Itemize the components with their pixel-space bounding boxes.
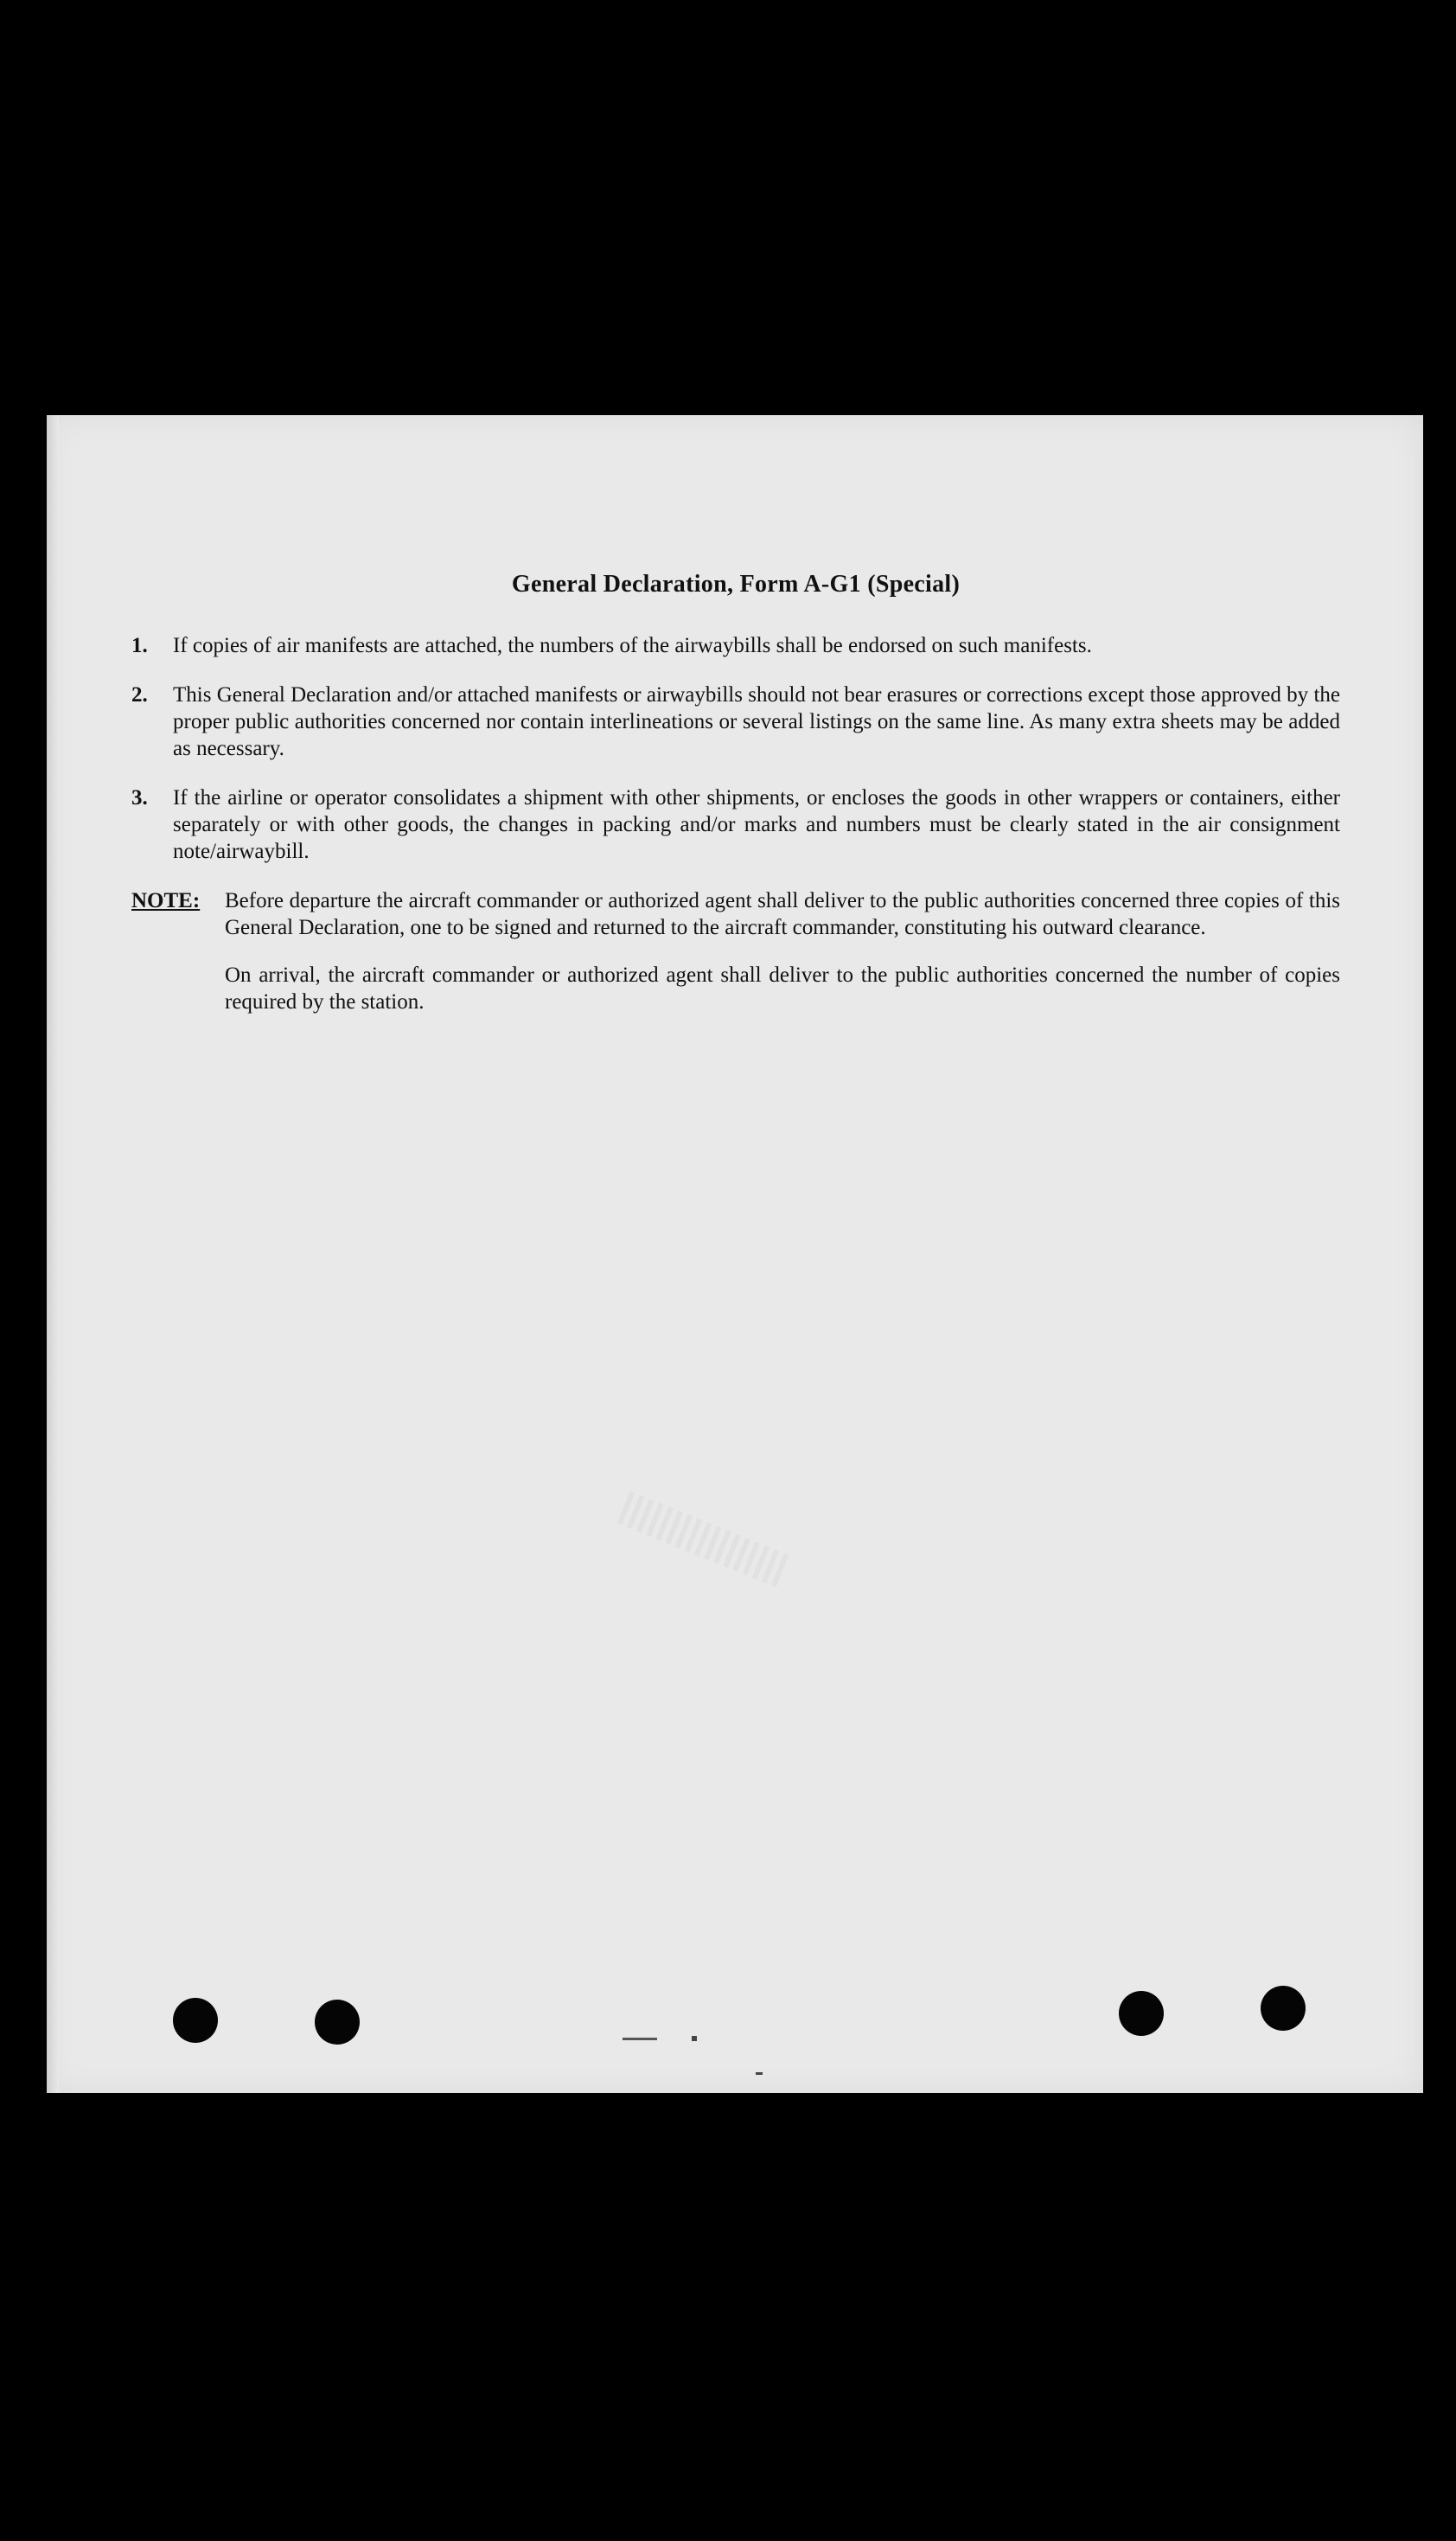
item-text: If the airline or operator consolidates a shipment with other shipments, or encloses the goods in other wrappers or containers, either separately or with other goods, the changes in packing and/or marks and numbers must be clearly stated in the air consignment note/airwaybill.: [173, 786, 1340, 863]
instruction-item-2: [131, 682, 1340, 762]
document-title: General Declaration, Form A-G1 (Special): [511, 571, 961, 598]
instruction-item-3: [131, 784, 1340, 865]
punch-hole-icon: [1261, 1986, 1306, 2031]
item-number: 3.: [131, 786, 148, 810]
item-text: This General Declaration and/or attached manifests or airwaybills should not bear erasures or corrections except those approved by the proper public authorities concerned nor contain interlineations or several listings on the same line. As many extra sheets may be added as necessary.: [173, 683, 1340, 760]
faint-stamp-mark: [617, 1491, 790, 1588]
note-label: NOTE:: [131, 889, 201, 912]
punch-hole-icon: [315, 2000, 360, 2045]
document-content: [131, 571, 1340, 1036]
item-number: 1.: [131, 634, 148, 657]
punch-hole-icon: [173, 1998, 218, 2043]
punch-hole-icon: [1119, 1991, 1164, 2036]
scan-speck: [623, 2038, 657, 2040]
item-text: If copies of air manifests are attached, the numbers of the airwaybills shall be endorsed on such manifests.: [173, 634, 1092, 657]
item-number: 2.: [131, 683, 148, 707]
note-section: [131, 887, 1340, 1036]
scan-speck: [692, 2036, 697, 2041]
instruction-item-1: [131, 632, 1340, 659]
note-paragraph-arrival: On arrival, the aircraft commander or authorized agent shall deliver to the public authorities concerned the number of copies required by the station.: [225, 963, 1340, 1014]
note-paragraph-departure: Before departure the aircraft commander or authorized agent shall deliver to the public authorities concerned three copies of this General Declaration, one to be signed and returned to the aircraft commander, constituting his outward clearance.: [225, 889, 1340, 939]
note-body: [225, 887, 1340, 1036]
document-sheet: [47, 415, 1423, 2093]
scan-speck: [756, 2072, 763, 2075]
